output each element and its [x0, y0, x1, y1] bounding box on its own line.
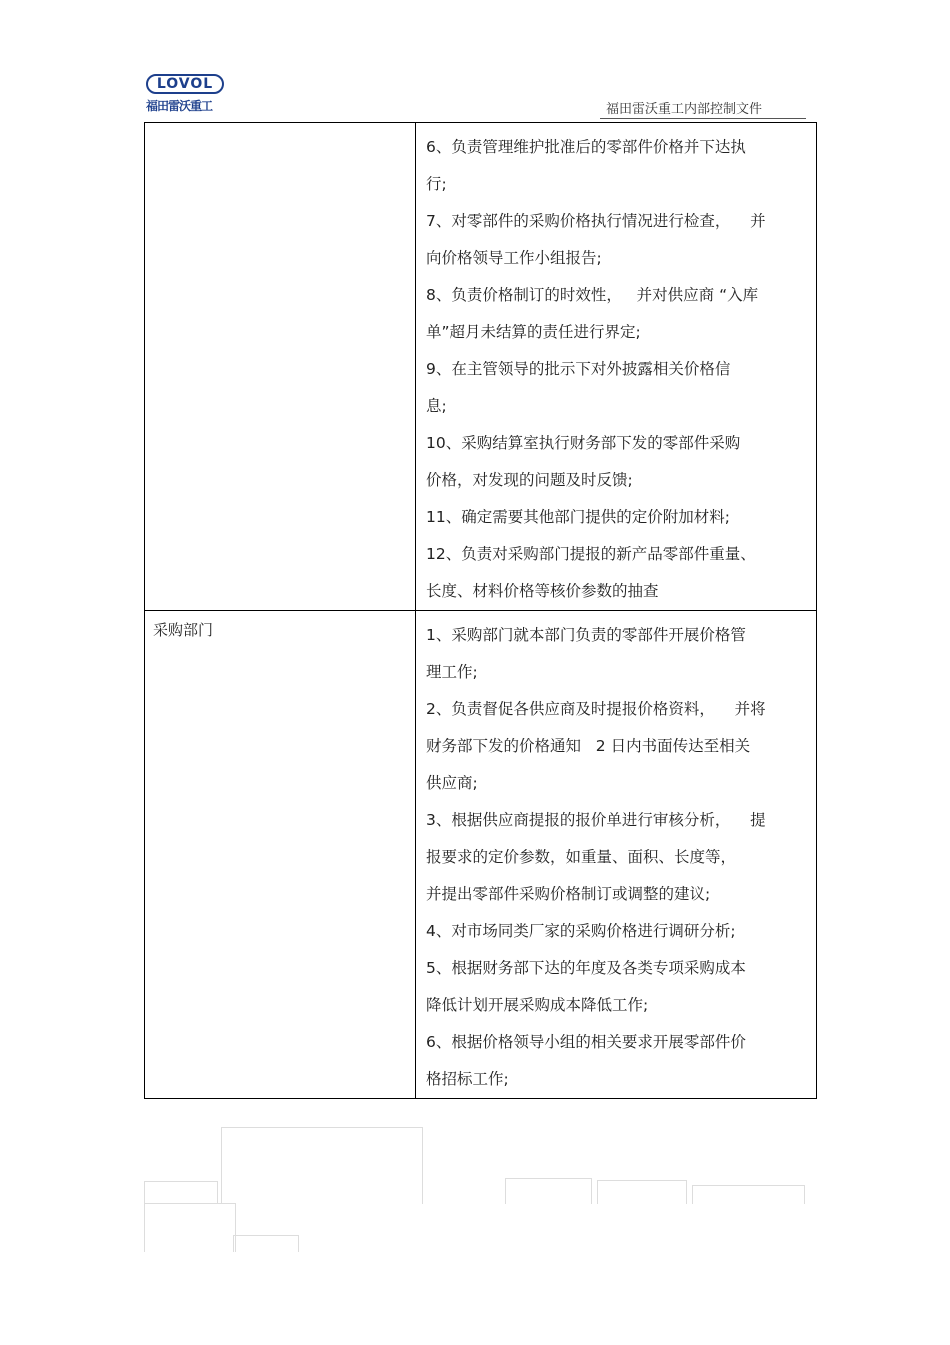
empty-box [692, 1185, 805, 1204]
list-item: 长度、材料价格等核价参数的抽查 [426, 582, 659, 600]
empty-box [505, 1178, 592, 1204]
list-item: 12、负责对采购部门提报的新产品零部件重量、 [426, 545, 756, 563]
list-item: 1、采购部门就本部门负责的零部件开展价格管 [426, 626, 746, 644]
empty-box [144, 1181, 218, 1204]
list-item: 3、根据供应商提报的报价单进行审核分析， 提 [426, 811, 766, 829]
responsibility-table [144, 122, 817, 1099]
list-item: 6、根据价格领导小组的相关要求开展零部件价 [426, 1033, 746, 1051]
list-item: 11、确定需要其他部门提供的定价附加材料; [426, 508, 730, 526]
list-item: 并提出零部件采购价格制订或调整的建议; [426, 885, 711, 903]
table-row [145, 611, 817, 1099]
list-item: 5、根据财务部下达的年度及各类专项采购成本 [426, 959, 746, 977]
list-item: 财务部下发的价格通知 2 日内书面传达至相关 [426, 737, 751, 755]
list-item: 单”超月未结算的责任进行界定; [426, 323, 641, 341]
department-name [145, 123, 415, 131]
empty-box [233, 1235, 299, 1252]
list-item: 4、对市场同类厂家的采购价格进行调研分析; [426, 922, 736, 940]
list-item: 格招标工作; [426, 1070, 509, 1088]
list-item: 降低计划开展采购成本降低工作; [426, 996, 649, 1014]
list-item: 报要求的定价参数，如重量、面积、长度等， [426, 848, 737, 866]
table-row [145, 123, 817, 611]
list-item: 理工作; [426, 663, 478, 681]
department-cell [145, 123, 416, 611]
list-item: 9、在主管领导的批示下对外披露相关价格信 [426, 360, 731, 378]
list-item: 10、采购结算室执行财务部下发的零部件采购 [426, 434, 741, 452]
responsibility-cell [416, 123, 817, 611]
empty-box [221, 1127, 423, 1204]
department-name: 采购部门 [153, 621, 214, 639]
list-item: 7、对零部件的采购价格执行情况进行检查， 并 [426, 212, 766, 230]
list-item: 供应商; [426, 774, 478, 792]
empty-box [144, 1203, 236, 1252]
responsibility-cell [416, 611, 817, 1099]
list-item: 2、负责督促各供应商及时提报价格资料， 并将 [426, 700, 766, 718]
list-item: 向价格领导工作小组报告; [426, 249, 602, 267]
list-item: 8、负责价格制订的时效性， 并对供应商 “入库 [426, 286, 759, 304]
list-item: 价格，对发现的问题及时反馈; [426, 471, 633, 489]
company-logo [144, 71, 228, 117]
list-item: 息; [426, 397, 447, 415]
header-divider [600, 118, 806, 119]
document-label: 福田雷沃重工内部控制文件 [606, 102, 763, 117]
list-item: 行; [426, 175, 447, 193]
list-item: 6、负责管理维护批准后的零部件价格并下达执 [426, 138, 746, 156]
logo-badge: LOVOL [146, 74, 224, 94]
logo-subtext: 福田雷沃重工 [146, 99, 213, 113]
department-cell [145, 611, 416, 1099]
empty-box [597, 1180, 687, 1204]
